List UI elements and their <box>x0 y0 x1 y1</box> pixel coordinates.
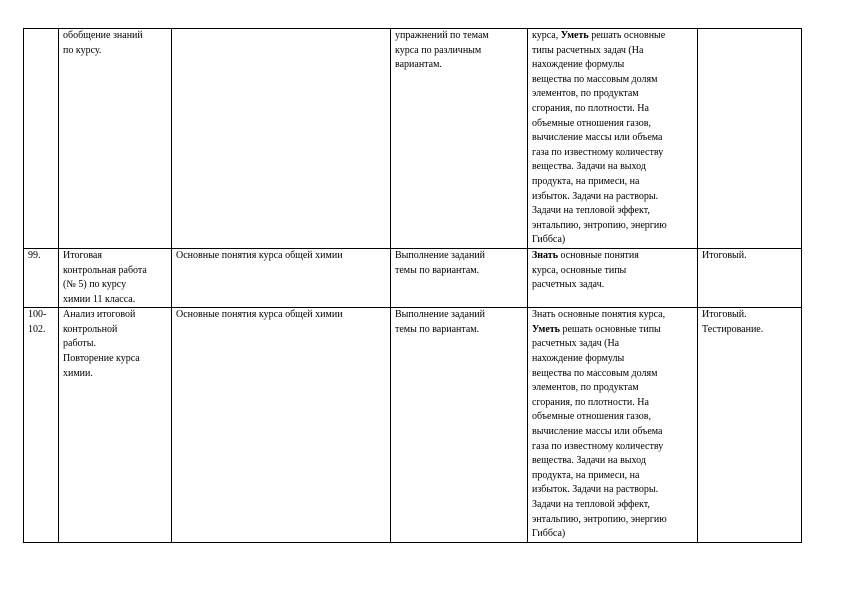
text-fragment: энтальпию, энтропию, энергию <box>532 513 667 525</box>
activity-cell <box>391 308 528 543</box>
text-line: 102. <box>28 323 46 335</box>
control-type-cell <box>698 29 802 249</box>
text-line <box>532 58 694 73</box>
text-fragment: решать основные <box>588 30 666 41</box>
text-fragment: газа по известному количеству <box>532 440 664 452</box>
text-fragment: элементов, по продуктам <box>532 382 639 394</box>
text-fragment: вещества по массовым долям <box>532 367 658 379</box>
lesson-number-cell <box>24 29 59 249</box>
text-line: Выполнение заданий <box>395 309 485 321</box>
text-line <box>532 233 694 248</box>
text-line <box>532 160 694 175</box>
basic-concepts-cell <box>172 29 391 249</box>
text-fragment: объемные отношения газов, <box>532 411 651 423</box>
lesson-number-cell <box>24 308 59 543</box>
text-line <box>532 454 694 469</box>
text-line: Повторение курса <box>63 353 140 365</box>
text-fragment: элементов, по продуктам <box>532 88 639 100</box>
text-line: Основные понятия курса общей химии <box>176 309 343 321</box>
lesson-number-cell: 99. <box>24 248 59 307</box>
text-fragment: газа по известному количеству <box>532 146 664 158</box>
text-fragment: нахождение формулы <box>532 353 625 365</box>
text-fragment: вещества. Задачи на выход <box>532 455 646 467</box>
text-line: Анализ итоговой <box>63 309 136 321</box>
text-fragment: избыток. Задачи на растворы. <box>532 190 659 202</box>
text-fragment: вещества по массовым долям <box>532 73 658 85</box>
text-fragment: продукта, на примеси, на <box>532 175 640 187</box>
bold-keyword: Уметь <box>560 30 589 41</box>
control-type-cell <box>698 308 802 543</box>
text-line <box>532 440 694 455</box>
text-line <box>532 131 694 146</box>
basic-concepts-cell <box>172 248 391 307</box>
text-line: по курсу. <box>63 44 102 56</box>
text-line: химии. <box>63 367 93 379</box>
text-line <box>532 396 694 411</box>
text-line: Итоговый. <box>702 249 747 261</box>
text-line <box>532 352 694 367</box>
text-fragment: объемные отношения газов, <box>532 117 651 129</box>
text-line: вариантам. <box>395 59 442 71</box>
text-line: Тестирование. <box>702 323 764 335</box>
text-fragment: курса, <box>532 30 561 41</box>
text-line: темы по вариантам. <box>395 323 480 335</box>
table-row <box>24 308 802 543</box>
text-line: обобщение знаний <box>63 30 143 41</box>
text-line: контрольной <box>63 323 118 335</box>
text-line <box>532 367 694 382</box>
lesson-topic-cell <box>59 29 172 249</box>
text-fragment: вычисление массы или объема <box>532 426 663 438</box>
text-line: Выполнение заданий <box>395 249 485 261</box>
text-fragment: продукта, на примеси, на <box>532 469 640 481</box>
text-fragment: вещества. Задачи на выход <box>532 161 646 173</box>
table-row <box>24 248 802 307</box>
text-line: контрольная работа <box>63 264 147 276</box>
text-line <box>532 87 694 102</box>
text-fragment: вычисление массы или объема <box>532 132 663 144</box>
text-line <box>532 483 694 498</box>
text-line <box>532 513 694 528</box>
text-line: темы по вариантам. <box>395 264 480 276</box>
text-line <box>532 264 694 279</box>
text-fragment: типы расчетных задач (На <box>532 44 644 56</box>
lesson-plan-table <box>23 28 802 543</box>
table-row <box>24 29 802 249</box>
text-fragment: нахождение формулы <box>532 59 625 71</box>
text-line <box>532 102 694 117</box>
text-fragment: сгорания, по плотности. На <box>532 102 649 114</box>
activity-cell <box>391 29 528 249</box>
text-line: 100- <box>28 309 47 321</box>
text-line <box>532 323 694 338</box>
text-line <box>532 219 694 234</box>
text-fragment: курса, основные типы <box>532 264 627 276</box>
text-line <box>532 337 694 352</box>
lesson-topic-cell <box>59 308 172 543</box>
text-line: Итоговый. <box>702 309 747 321</box>
text-fragment: Задачи на тепловой эффект, <box>532 205 650 217</box>
text-line <box>532 308 694 323</box>
text-fragment: расчетных задач. <box>532 279 605 291</box>
text-fragment: избыток. Задачи на растворы. <box>532 484 659 496</box>
text-fragment: сгорания, по плотности. На <box>532 396 649 408</box>
text-line: (№ 5) по курсу <box>63 279 127 291</box>
text-line <box>532 410 694 425</box>
text-line <box>532 425 694 440</box>
requirements-cell <box>528 29 698 249</box>
text-line <box>532 44 694 59</box>
text-line: курса по различным <box>395 44 482 56</box>
text-line <box>532 527 694 542</box>
text-fragment: Гиббса) <box>532 528 566 540</box>
text-fragment: Задачи на тепловой эффект, <box>532 499 650 510</box>
bold-keyword: Знать <box>532 249 558 261</box>
bold-keyword: Уметь <box>532 323 560 335</box>
text-line <box>532 278 694 293</box>
text-line: Основные понятия курса общей химии <box>176 249 343 261</box>
text-line <box>532 469 694 484</box>
text-fragment: основные понятия <box>557 249 639 261</box>
text-fragment: энтальпию, энтропию, энергию <box>532 219 667 231</box>
text-line <box>532 249 694 264</box>
text-line <box>532 73 694 88</box>
text-line <box>532 117 694 132</box>
text-line: упражнений по темам <box>395 30 489 41</box>
text-line <box>532 190 694 205</box>
text-fragment: Гиббса) <box>532 234 566 246</box>
text-line <box>532 498 694 513</box>
requirements-cell <box>528 248 698 307</box>
text-line: химии 11 класса. <box>63 293 136 305</box>
text-line <box>532 146 694 161</box>
lesson-topic-cell <box>59 248 172 307</box>
text-line: работы. <box>63 338 96 350</box>
text-line <box>532 381 694 396</box>
text-line <box>532 175 694 190</box>
text-fragment: решать основные типы <box>559 323 661 335</box>
activity-cell <box>391 248 528 307</box>
control-type-cell <box>698 248 802 307</box>
text-line <box>532 204 694 219</box>
text-fragment: Знать основные понятия курса, <box>532 309 666 321</box>
text-line: Итоговая <box>63 249 102 261</box>
text-line <box>532 29 694 44</box>
basic-concepts-cell <box>172 308 391 543</box>
requirements-cell <box>528 308 698 543</box>
text-fragment: расчетных задач (На <box>532 338 620 350</box>
